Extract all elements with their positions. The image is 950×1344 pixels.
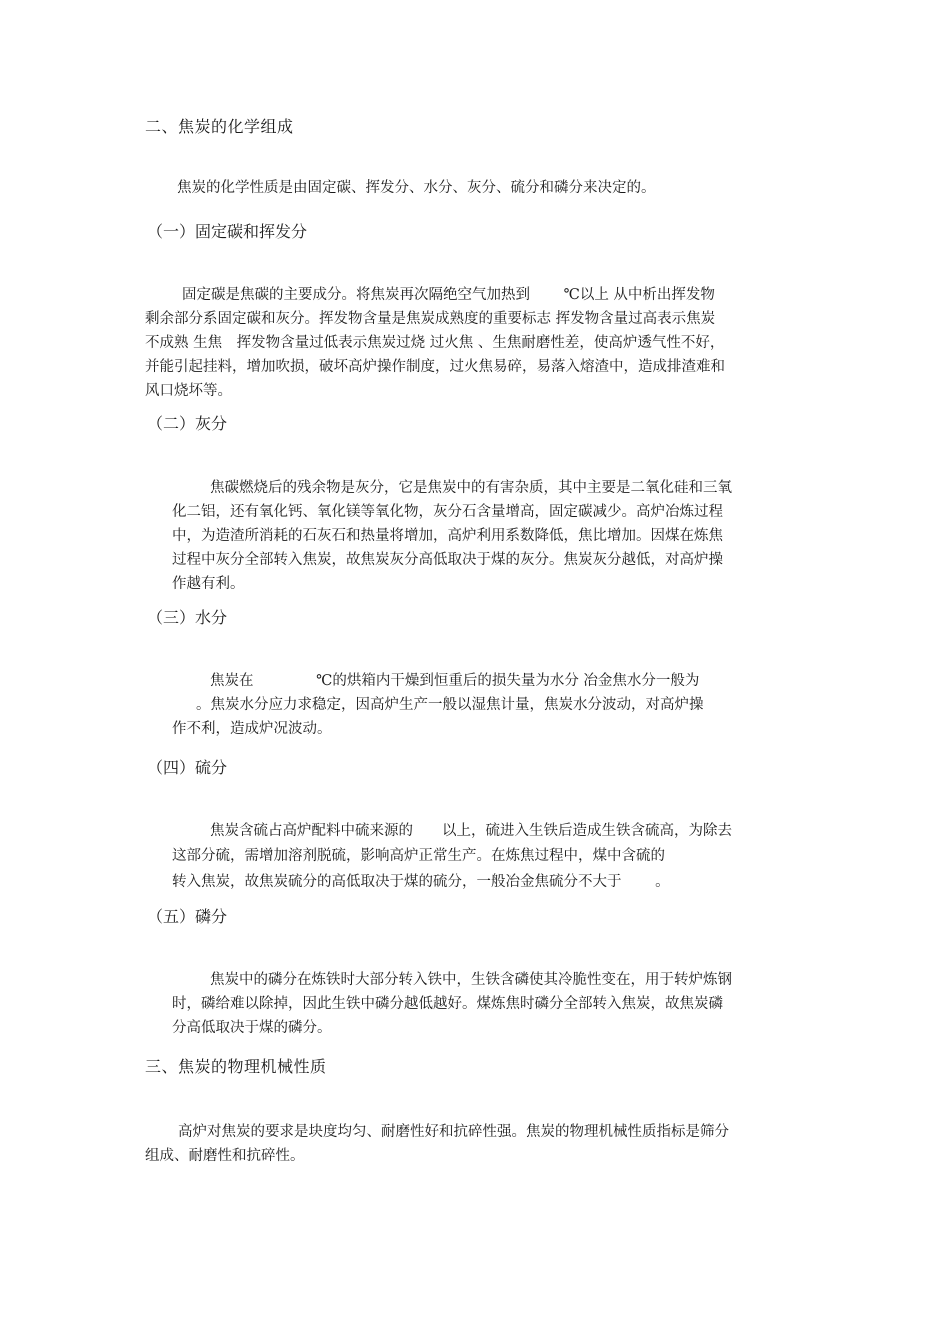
paragraph-line: 这部分硫，需增加溶剂脱硫，影响高炉正常生产。在炼焦过程中，煤中含硫的 [172,848,665,864]
subheading-moisture: （三）水分 [147,608,228,627]
paragraph-fixed-carbon [145,283,725,403]
paragraph-line: 。焦炭水分应力求稳定，因高炉生产一般以湿焦计量，焦炭水分波动，对高炉操 [196,697,704,713]
paragraph-line: 焦炭含硫占高炉配料中硫来源的 以上，硫进入生铁后造成生铁含硫高，为除去 [210,823,732,839]
subheading-phosphorus: （五）磷分 [147,907,228,926]
paragraph-line: 中，为造渣所消耗的石灰石和热量将增加，高炉利用系数降低，焦比增加。因煤在炼焦 [172,528,723,544]
paragraph-ash [172,476,732,596]
paragraph-line: 剩余部分系固定碳和灰分。挥发物含量是焦炭成熟度的重要标志 挥发物含量过高表示焦炭 [145,311,716,327]
paragraph-moisture [172,669,704,741]
paragraph-line: 固定碳是焦碳的主要成分。将焦炭再次隔绝空气加热到 ℃以上 从中析出挥发物 [182,287,715,303]
paragraph-line: 化二铝，还有氧化钙、氧化镁等氧化物，灰分石含量增高，固定碳减少。高炉冶炼过程 [172,504,723,520]
subheading-fixed-carbon: （一）固定碳和挥发分 [147,222,308,241]
paragraph-line: 作越有利。 [172,576,245,592]
paragraph-physical-properties [145,1120,729,1168]
paragraph-line: 时，磷给难以除掉，因此生铁中磷分越低越好。煤炼焦时磷分全部转入焦炭，故焦炭磷 [172,996,723,1012]
section-heading-chemical-composition: 二、焦炭的化学组成 [145,117,294,136]
paragraph-line: 转入焦炭，故焦炭硫分的高低取决于煤的硫分，一般冶金焦硫分不大于 。 [172,874,670,890]
paragraph-line: 分高低取决于煤的磷分。 [172,1020,332,1036]
paragraph-line: 并能引起挂料，增加吹损，破坏高炉操作制度，过火焦易碎，易落入熔渣中，造成排渣难和 [145,359,725,375]
paragraph-line: 焦炭的化学性质是由固定碳、挥发分、水分、灰分、硫分和磷分来决定的。 [177,180,656,196]
paragraph-line: 风口烧坏等。 [145,383,232,399]
paragraph-line: 组成、耐磨性和抗碎性。 [145,1148,305,1164]
subheading-sulfur: （四）硫分 [147,758,228,777]
paragraph-line: 焦炭在 ℃的烘箱内干燥到恒重后的损失量为水分 冶金焦水分一般为 [210,673,700,689]
paragraph-line: 过程中灰分全部转入焦炭，故焦炭灰分高低取决于煤的灰分。焦炭灰分越低，对高炉操 [172,552,723,568]
subheading-ash: （二）灰分 [147,414,228,433]
paragraph-line: 高炉对焦炭的要求是块度均匀、耐磨性好和抗碎性强。焦炭的物理机械性质指标是筛分 [178,1124,729,1140]
paragraph-line: 作不利，造成炉况波动。 [172,721,332,737]
paragraph-sulfur [172,819,732,894]
paragraph-line: 不成熟 生焦 挥发物含量过低表示焦炭过烧 过火焦 、生焦耐磨性差，使高炉透气性不好， [145,335,725,351]
paragraph-phosphorus [172,968,732,1040]
paragraph-line: 焦炭中的磷分在炼铁时大部分转入铁中，生铁含磷使其冷脆性变在，用于转炉炼钢 [210,972,732,988]
section-heading-physical-properties: 三、焦炭的物理机械性质 [145,1057,327,1076]
intro-paragraph [177,176,656,200]
paragraph-line: 焦碳燃烧后的残余物是灰分，它是焦炭中的有害杂质，其中主要是二氧化硅和三氧 [210,480,732,496]
